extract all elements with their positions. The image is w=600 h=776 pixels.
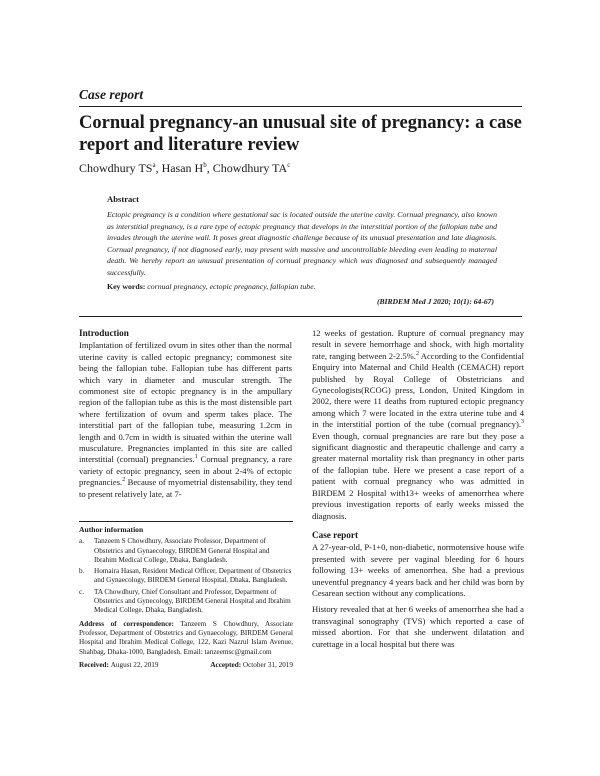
reference-mark: 2	[415, 350, 419, 357]
accepted-date	[210, 661, 293, 670]
text-run: 12 weeks of gestation. Rupture of cornual pregnancy may result in severe hemorrhage and shock, with high mortality rate, ranging between 2-2.5%.	[312, 328, 524, 361]
keywords	[107, 281, 497, 293]
introduction-continued-paragraph	[312, 328, 524, 522]
affiliation-item	[79, 567, 293, 586]
abstract	[107, 194, 497, 292]
affiliation-label: b.	[79, 567, 85, 576]
keywords-label: Key words:	[107, 281, 146, 291]
article-title: Cornual pregnancy-an unusual site of pregnancy: a case report and literature review	[79, 113, 522, 155]
affiliation-label: c.	[79, 587, 84, 596]
article-dates	[79, 661, 293, 670]
header-rule	[79, 106, 522, 107]
text-run: According to the Confidential Enquiry into Maternal and Child Health (CEMACH) report published by Royal College of Obstetricians and Gynecologists(RCOG) press, London, United Kingdom in 2002, there were 11 deaths from ruptured ectopic pregnancy among which 7 were located in the extra uterine tube and 4 in the interstitial portion of the tube (cornual pregnancy).	[312, 350, 524, 430]
abstract-rule	[79, 316, 522, 317]
text-run: Cornual pregnancy, a rare variety of ectopic pregnancy, seen in about 2-4% of ectopic pregnancies.	[79, 454, 292, 488]
affiliation-text: TA Chowdhury, Chief Consultant and Professor, Department of Obstetrics and Gynecology, BIRDEM General Hospital and Ibrahim Medical College, Dhaka, Bangladesh.	[94, 587, 291, 615]
case-report-heading: Case report	[312, 529, 359, 540]
correspondence-label: Address of correspondence:	[79, 619, 174, 628]
reference-mark: 2	[122, 477, 126, 484]
text-run: Because of myometrial distensability, they tend to present relatively late, at 7-	[79, 477, 292, 499]
left-column	[79, 328, 292, 505]
keywords-text: cornual pregnancy, ectopic pregnancy, fallopian tube.	[147, 281, 316, 291]
received-value: August 22, 2019	[110, 660, 159, 669]
author-name: Chowdhury TS	[79, 161, 153, 175]
author-name: Chowdhury TA	[212, 161, 288, 175]
accepted-label: Accepted:	[210, 660, 242, 669]
affiliation-item	[79, 588, 293, 616]
received-label: Received:	[79, 660, 109, 669]
right-column	[312, 328, 524, 655]
introduction-heading: Introduction	[79, 328, 129, 338]
author-affiliation-mark: b	[203, 161, 207, 169]
author-info-heading: Author information	[79, 525, 144, 534]
received-date	[79, 661, 158, 670]
affiliation-label: a.	[79, 537, 84, 546]
accepted-value: October 31, 2019	[242, 660, 293, 669]
case-paragraph: A 27-year-old, P-1+0, non-diabetic, normotensive house wife presented with severe per vaginal bleeding for 6 hours following 13+ weeks of amenorrhea. She had a previous uneventful pregnancy 4 years back and her child was born by Cesarean section without any complications.	[312, 542, 524, 598]
author-information	[79, 525, 293, 670]
affiliation-list	[79, 537, 293, 615]
section-label: Case report	[79, 87, 144, 102]
journal-citation: (BIRDEM Med J 2020; 10(1): 64-67)	[376, 297, 494, 306]
affiliation-text: Tanzeem S Chowdhury, Associate Professor, Department of Obstetrics and Gynaecology, BIRDEM General Hospital and Ibrahim Medical College, Dhaka, Bangladesh.	[94, 537, 270, 564]
reference-mark: 3	[521, 419, 524, 426]
affiliation-text: Homaira Hasan, Resident Medical Officer, Department of Obstetrics and Gynaecology, BIRDEM General Hospital, Dhaka, Bangladesh.	[94, 567, 292, 585]
author-affiliation-mark: a	[152, 161, 156, 169]
abstract-text: Ectopic pregnancy is a condition where gestational sac is located outside the uterine cavity. Cornual pregnancy, also known as interstitial pregnancy, is a rare type of ectopic pregnancy that develops in the interstitial portion of the fallopian tube and invades through the uterine wall. It poses great diagnostic challenge because of its unusual presentation and late diagnosis. Cornual pregnancy, if not diagnosed early, may present with massive and uncontrollable bleeding even leading to maternal death. We hereby report an unusual presentation of cornual pregnancy which was diagnosed and subsequently managed successfully.	[107, 210, 497, 277]
text-run: Implantation of fertilized ovum in sites other than the normal uterine cavity is called ectopic pregnancy; commonest site being the fallopian tube. Fallopian tube has different parts which vary in diameter and muscular strength. The commonest site of ectopic pregnancy is in the ampullary region of the fallopian tube as this is the most distensible part where fertilization of ovum and sperm takes place. The interstitial part of the fallopian tube, measuring 1.2cm in length and 0.7cm in width is situated within the uterine wall musculature. Pregnancies implanted in this site are called interstitial (cornual) pregnancies.	[79, 340, 292, 465]
author-name: Hasan H	[161, 161, 204, 175]
author-info-rule	[79, 521, 293, 522]
abstract-heading: Abstract	[107, 194, 139, 204]
author-affiliation-mark: c	[287, 161, 291, 169]
affiliation-item	[79, 537, 293, 565]
text-run: Even though, cornual pregnancies are rare but they pose a significant diagnostic and therapeutic challenge and carry a greater maternal mortality risk than pregnancy in other parts of the fallopian tube. Here we present a case report of a patient with cornual pregnancy who was admitted in BIRDEM 2 Hospital with13+ weeks of amenorrhea where previous investigation reports of early weeks missed the diagnosis.	[312, 430, 524, 521]
correspondence-text: Tanzeem S Chowdhury, Associate Professor, Department of Obstetrics and Gynaecology, BIRDEM General Hospital and Ibrahim Medical College, 122, Kazi Nazrul Islam Avenue, Shahbag, Dhaka-1000, Bangladesh. Email: tanzeemsc@gmail.com	[79, 619, 293, 656]
introduction-paragraph	[79, 340, 292, 500]
reference-mark: 1	[194, 454, 198, 461]
correspondence-address	[79, 620, 293, 657]
author-line: Chowdhury $TS^a$, Hasan $H^b$, Chowdhury $TA^c$	[79, 161, 291, 175]
case-paragraph: History revealed that at her 6 weeks of amenorrhea she had a transvaginal sonography (TVS) which reported a case of missed abortion. For that she underwent dilatation and curettage in a local hospital but there was	[312, 604, 524, 649]
